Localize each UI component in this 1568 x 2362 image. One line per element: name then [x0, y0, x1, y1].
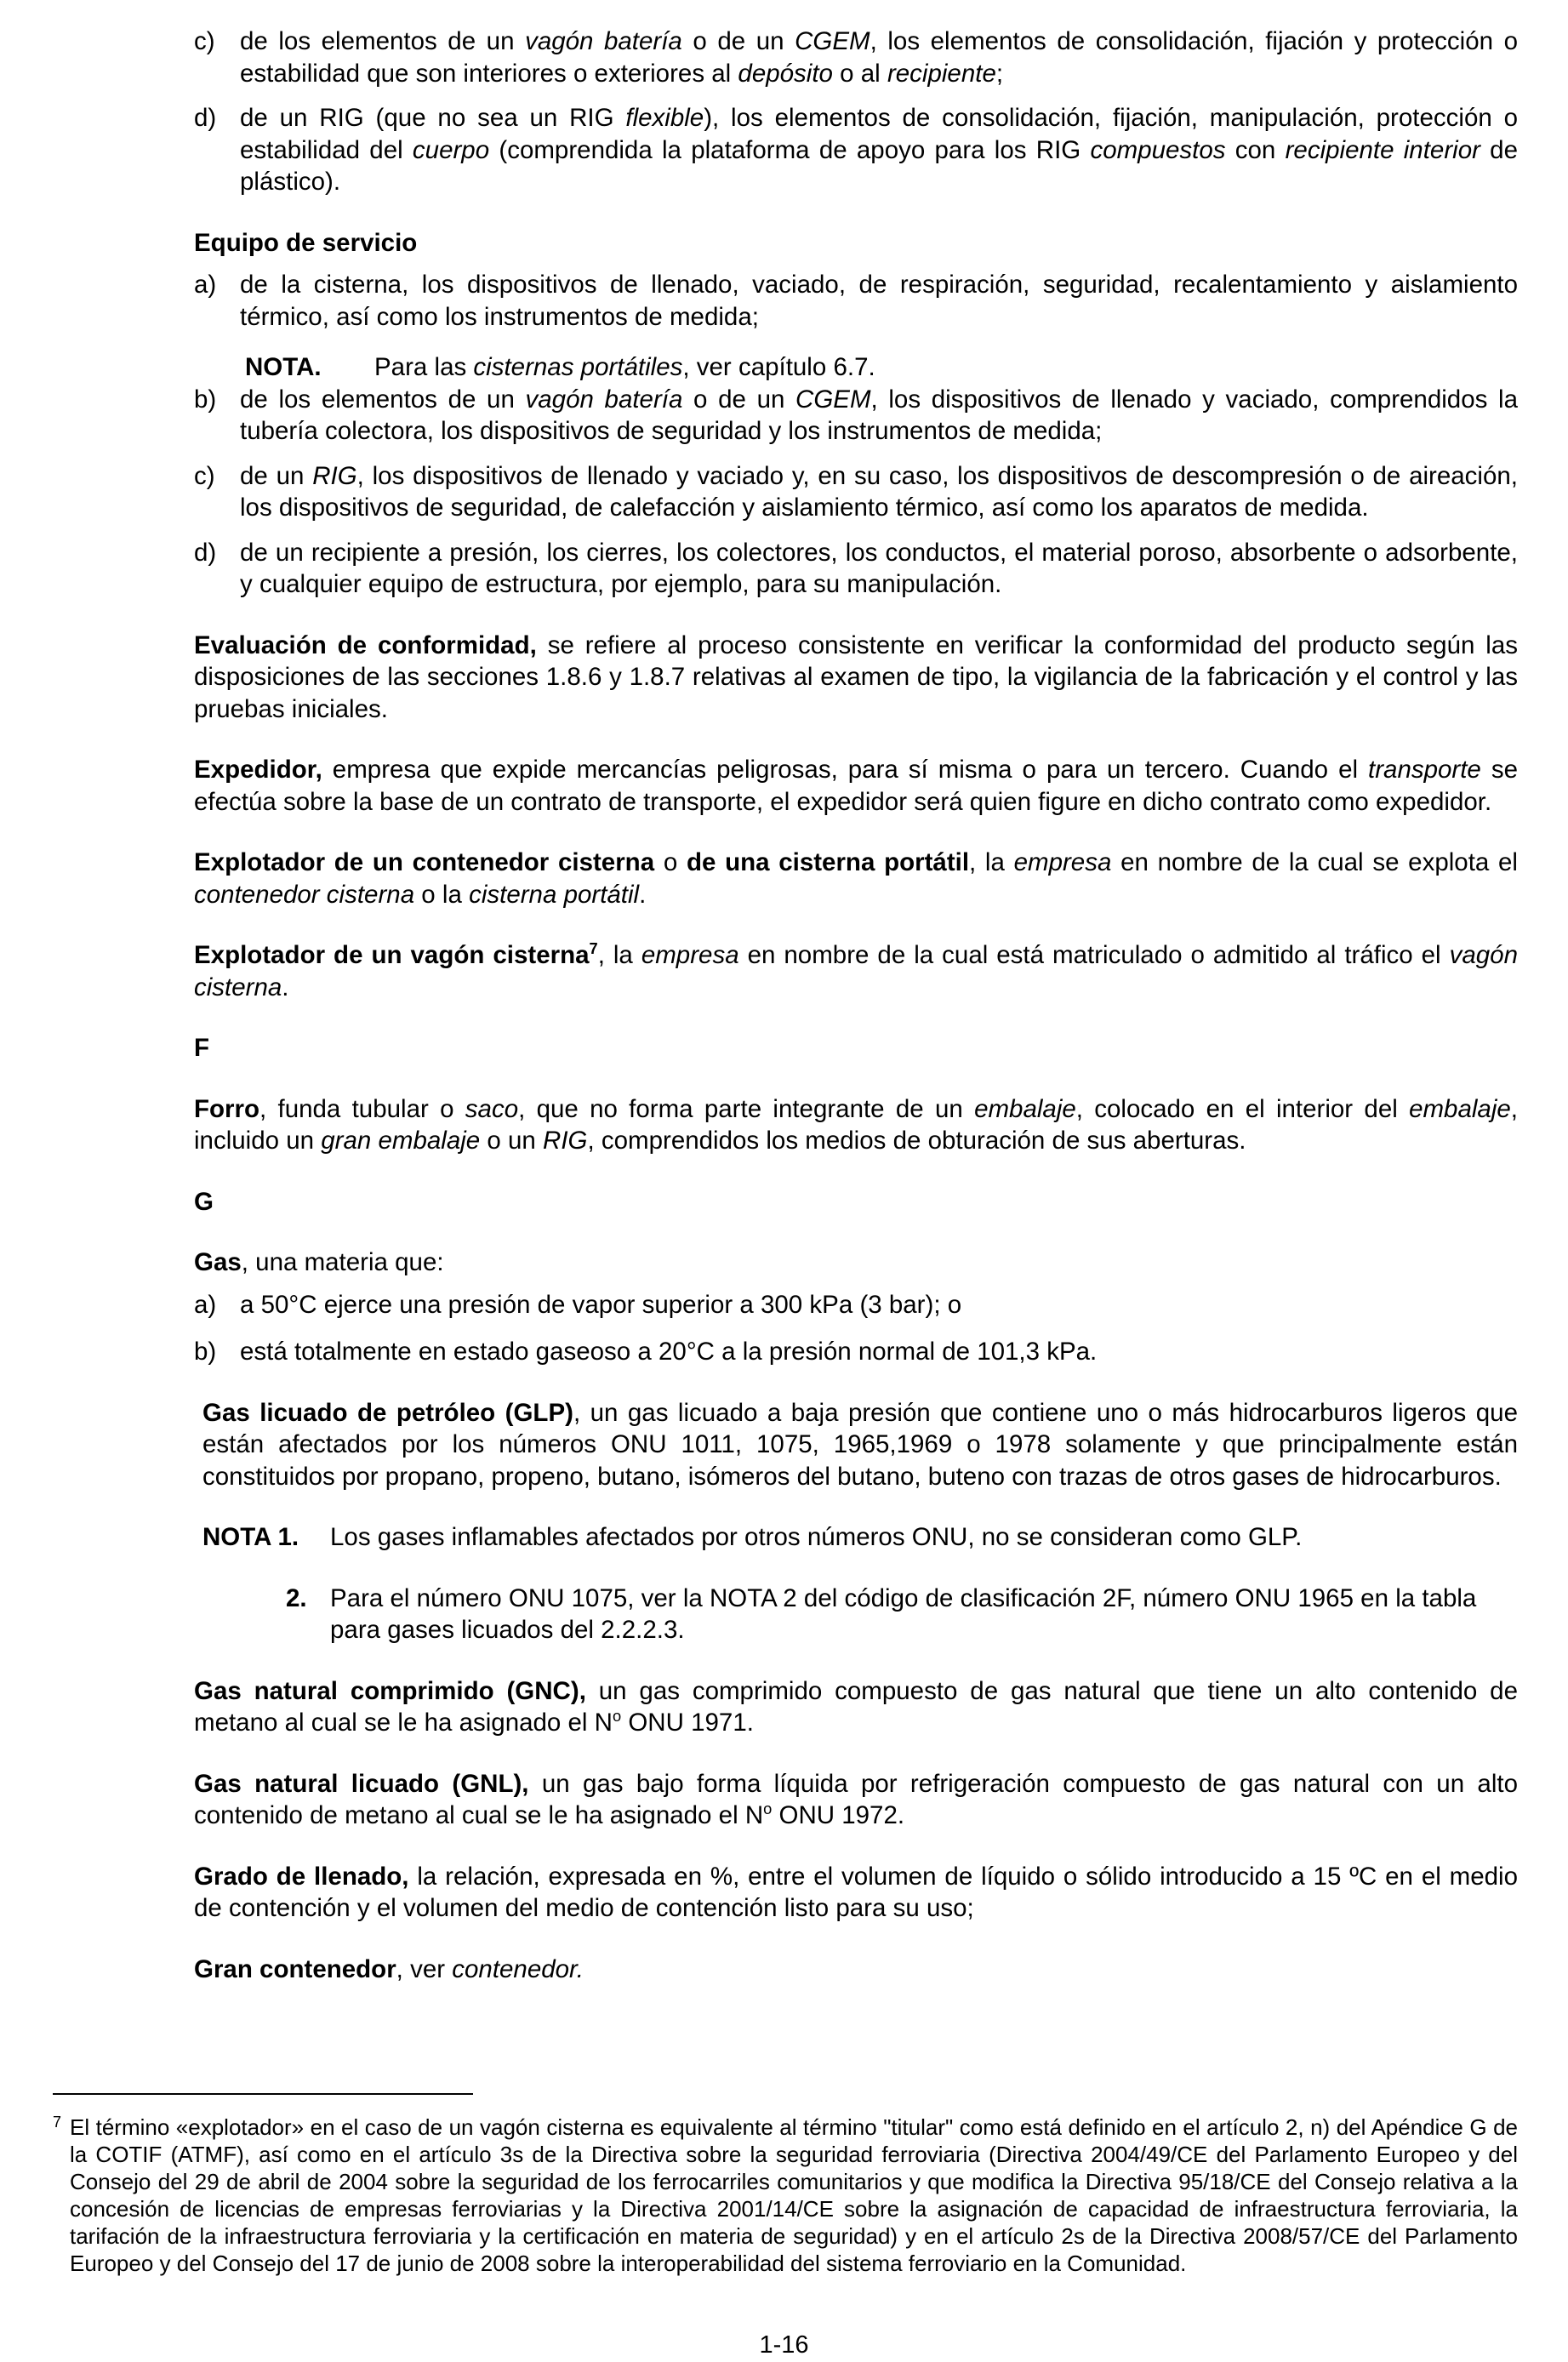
italic-term: cuerpo — [412, 135, 490, 164]
italic-term: recipiente — [887, 59, 996, 88]
italic-term: cisterna portátil — [469, 880, 640, 909]
text: ONU 1972. — [772, 1801, 905, 1829]
list-item-equipo-d — [194, 537, 1518, 601]
text: o de un — [681, 27, 795, 55]
italic-term: CGEM — [795, 27, 870, 55]
text: , los dispositivos de llenado y vaciado, comprendidos la tubería colectora, los dispositivos de seguridad y los instrumentos de medida; — [240, 385, 1518, 445]
definition-explotador-contenedor — [194, 847, 1518, 910]
italic-term: vagón batería — [525, 27, 682, 55]
definition-expedidor — [194, 754, 1518, 818]
item-label: b) — [194, 1338, 217, 1366]
text: de plástico). — [240, 135, 1518, 196]
text: de los elementos de un — [240, 385, 526, 414]
item-label: b) — [194, 385, 217, 414]
italic-term: cisternas portátiles — [473, 353, 683, 381]
text: ), los elementos de consolidación, fijación, manipulación, protección o estabilidad del — [240, 104, 1518, 164]
page-number: 1-16 — [759, 2331, 809, 2359]
text: (comprendida la plataforma de apoyo para los RIG — [489, 135, 1091, 164]
letter-heading-f: F — [194, 1034, 210, 1062]
term: Gas natural licuado (GNL), — [194, 1769, 529, 1798]
text: se refiere al proceso consistente en verificar la conformidad del producto según las disposiciones de las secciones 1.8.6 y 1.8.7 relativas al examen de tipo, la vigilancia de la fabricación y el control y las pruebas iniciales. — [194, 630, 1518, 723]
text: empresa que expide mercancías peligrosas, para sí misma o para un tercero. Cuando el — [322, 756, 1369, 784]
item-label: d) — [194, 538, 217, 567]
italic-term: saco — [465, 1094, 519, 1123]
item-label: c) — [194, 461, 215, 490]
term: Gas natural comprimido (GNC), — [194, 1676, 586, 1705]
term: de una cisterna portátil — [686, 848, 970, 876]
text: ONU 1971. — [621, 1709, 754, 1737]
italic-term: recipiente interior — [1285, 135, 1480, 164]
list-item-equipo-b — [194, 384, 1518, 448]
italic-term: empresa — [641, 941, 739, 969]
text: ; — [995, 59, 1004, 88]
term: Explotador de un contenedor cisterna — [194, 848, 655, 876]
text: , ver — [396, 1954, 453, 1983]
text: Para las — [374, 353, 474, 381]
italic-term: RIG — [543, 1127, 588, 1155]
term: Explotador de un vagón cisterna — [194, 941, 590, 969]
page-content — [194, 26, 1518, 1985]
definition-glp — [202, 1397, 1518, 1493]
italic-term: depósito — [738, 59, 833, 88]
text: , que no forma parte integrante de un — [518, 1094, 975, 1123]
text: la relación, expresada en %, entre el volumen de líquido o sólido introducido a 15 ºC en el medio de contención y el volumen del medio de contención listo para su uso; — [194, 1862, 1518, 1922]
definition-gnl — [194, 1768, 1518, 1832]
italic-term: vagón batería — [525, 385, 683, 414]
definition-gnc — [194, 1675, 1518, 1739]
text: , una materia que: — [241, 1248, 444, 1276]
text: , la — [597, 941, 641, 969]
text: en nombre de la cual está matriculado o admitido al tráfico el — [738, 941, 1450, 969]
text: Los gases inflamables afectados por otros números ONU, no se consideran como GLP. — [330, 1523, 1303, 1551]
definition-explotador-vagon — [194, 939, 1518, 1003]
italic-term: contenedor cisterna — [194, 880, 415, 909]
text: un gas comprimido compuesto de gas natural que tiene un alto contenido de metano al cual se le ha asignado el N — [194, 1676, 1518, 1737]
text: , funda tubular o — [259, 1094, 465, 1123]
footnote-divider — [53, 2093, 473, 2095]
text: de la cisterna, los dispositivos de llenado, vaciado, de respiración, seguridad, recalentamiento y aislamiento térmico, así como los instrumentos de medida; — [240, 271, 1518, 331]
nota-label: 2. — [286, 1583, 307, 1612]
text: de un recipiente a presión, los cierres, los colectores, los conductos, el material poroso, absorbente o adsorbente, y cualquier equipo de estructura, por ejemplo, para su manipulación. — [240, 538, 1518, 598]
nota-label: NOTA. — [245, 353, 322, 381]
superscript: o — [612, 1707, 622, 1726]
text: de un RIG (que no sea un RIG — [240, 104, 626, 132]
term: Gran contenedor — [194, 1954, 396, 1983]
text: , los elementos de consolidación, fijación y protección o estabilidad que son interiores o exteriores al — [240, 27, 1518, 88]
text: o al — [832, 59, 887, 88]
footnote-text — [70, 2114, 1518, 2277]
italic-term: compuestos — [1090, 135, 1226, 164]
text: con — [1225, 135, 1286, 164]
list-item-equipo-c — [194, 460, 1518, 524]
item-label: a) — [194, 271, 217, 299]
nota-label: NOTA 1. — [202, 1523, 299, 1551]
text: El término «explotador» en el caso de un vagón cisterna es equivalente al término "titular" como está definido en el artículo 2, n) del Apéndice G de la COTIF (ATMF), así como en el artículo 3s de la Directiva sobre la seguridad ferroviaria (Directiva 2004/49/CE del Parlamento Europeo y del Consejo del 29 de abril de 2004 sobre la seguridad de los ferrocarriles comunitarios y que modifica la Directiva 95/18/CE del Consejo relativa a la concesión de licencias de empresas ferroviarias y la Directiva 2001/14/CE sobre la asignación de capacidad de infraestructura ferroviaria, la tarifación de la infraestructura ferroviaria y la certificación en materia de seguridad) y en el artículo 2s de la Directiva 2008/57/CE del Parlamento Europeo y del Consejo del 17 de junio de 2008 sobre la interoperabilidad del sistema ferroviario en la Comunidad. — [70, 2114, 1518, 2276]
text: , los dispositivos de llenado y vaciado y, en su caso, los dispositivos de descompresión o de aireación, los dispositivos de seguridad, de calefacción y aislamiento térmico, así como los aparatos de medida. — [240, 461, 1518, 522]
italic-term: contenedor. — [452, 1954, 584, 1983]
term: Gas — [194, 1248, 242, 1276]
text: se efectúa sobre la base de un contrato de transporte, el expedidor será quien figure en dicho contrato como expedidor. — [194, 756, 1518, 816]
text: . — [282, 973, 289, 1001]
text: en nombre de la cual se explota el — [1111, 848, 1518, 876]
text: un gas bajo forma líquida por refrigeración compuesto de gas natural con un alto contenido de metano al cual se le ha asignado el N — [194, 1769, 1518, 1829]
italic-term: RIG — [312, 461, 357, 490]
footnote-number: 7 — [53, 2114, 62, 2131]
definition-forro — [194, 1093, 1518, 1157]
nota-cisternas — [194, 351, 1518, 384]
text: o de un — [682, 385, 796, 414]
term: Evaluación de conformidad, — [194, 630, 537, 659]
text: está totalmente en estado gaseoso a 20°C a la presión normal de 101,3 kPa. — [240, 1338, 1098, 1366]
italic-term: embalaje — [974, 1094, 1076, 1123]
list-item-d-top — [194, 102, 1518, 198]
footnote-ref[interactable]: 7 — [589, 939, 598, 958]
italic-term: empresa — [1013, 848, 1112, 876]
text: o un — [480, 1127, 544, 1155]
term: Expedidor, — [194, 756, 322, 784]
text: , colocado en el interior del — [1075, 1094, 1410, 1123]
definition-evaluacion — [194, 630, 1518, 726]
footnote — [53, 2114, 1518, 2277]
text: a 50°C ejerce una presión de vapor superior a 300 kPa (3 bar); o — [240, 1290, 962, 1319]
list-item-equipo-a — [194, 269, 1518, 333]
term: Forro — [194, 1094, 260, 1123]
text: , la — [969, 848, 1014, 876]
italic-term: flexible — [625, 104, 704, 132]
text: , un gas licuado a baja presión que contiene uno o más hidrocarburos ligeros que están afectados por los números ONU 1011, 1075, 1965,1969 o 1978 solamente y que principalmente están constituidos por propano, propeno, butano, isómeros del butano, buteno con trazas de otros gases de hidrocarburos. — [202, 1398, 1518, 1491]
term: Grado de llenado, — [194, 1862, 409, 1891]
italic-term: vagón cisterna — [194, 941, 1518, 1001]
nota-glp-2 — [194, 1583, 1518, 1646]
text: o — [654, 848, 687, 876]
definition-glp-block — [194, 1397, 1518, 1493]
italic-term: transporte — [1368, 756, 1481, 784]
text: o la — [414, 880, 470, 909]
definition-gas — [194, 1247, 1518, 1279]
superscript: o — [763, 1800, 773, 1818]
italic-term: CGEM — [795, 385, 871, 414]
text: , comprendidos los medios de obturación de sus aberturas. — [587, 1127, 1246, 1155]
term: Gas licuado de petróleo (GLP) — [202, 1398, 573, 1427]
text: , ver capítulo 6.7. — [682, 353, 875, 381]
italic-term: embalaje — [1409, 1094, 1511, 1123]
text: de un — [240, 461, 313, 490]
text: , incluido un — [194, 1094, 1518, 1155]
letter-heading-g: G — [194, 1187, 214, 1216]
item-label: c) — [194, 27, 215, 55]
text: Para el número ONU 1075, ver la NOTA 2 del código de clasificación 2F, número ONU 1965 en la tabla para gases licuados del 2.2.2.3. — [330, 1583, 1477, 1644]
section-heading-equipo: Equipo de servicio — [194, 228, 418, 257]
definition-gran-contenedor — [194, 1954, 1518, 1986]
nota-glp-1 — [194, 1521, 1518, 1554]
text: . — [639, 880, 647, 909]
list-item-gas-b — [194, 1336, 1518, 1368]
list-item-gas-a — [194, 1289, 1518, 1321]
definition-grado — [194, 1861, 1518, 1925]
item-label: d) — [194, 104, 217, 132]
item-label: a) — [194, 1290, 217, 1319]
italic-term: gran embalaje — [321, 1127, 481, 1155]
list-item-c-top — [194, 26, 1518, 89]
text: de los elementos de un — [240, 27, 526, 55]
